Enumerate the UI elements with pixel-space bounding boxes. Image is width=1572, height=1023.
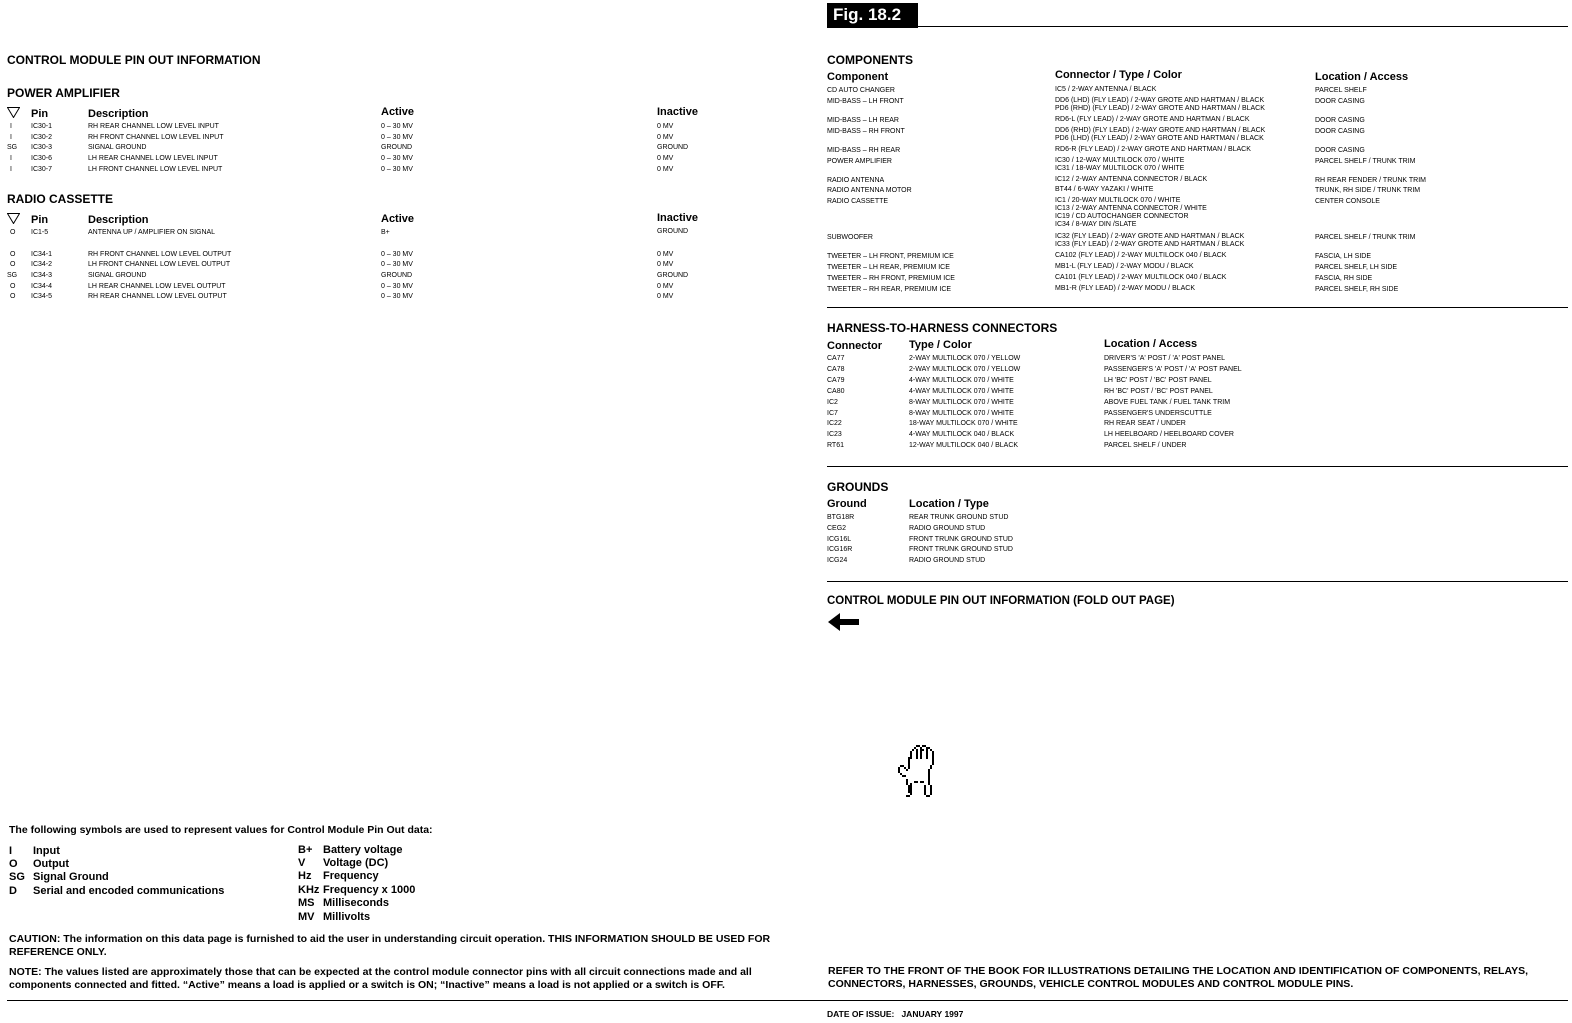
fig-badge [827,3,918,28]
radio-cassette-title: RADIO CASSETTE [7,192,114,206]
col-active: Active [381,213,415,225]
col-location: Location / Type [909,498,989,510]
components-table: CD AUTO CHANGER IC5 / 2-WAY ANTENNA / BLACK PARCEL SHELF MID-BASS – LH FRONT DD6 (LHD) (FLY LEAD) / 2-WAY GROTE AND HARTMAN / BLACK PD6 (RHD) (FLY LEAD) / 2-WAY GROTE AND HARTMAN / BLACK DOOR CASING MID-BASS – LH REAR RD6-L (FLY LEAD) / 2-WAY GROTE AND HARTMAN / BLACK DOOR CASING MID-BASS – RH FRONT DD6 (RHD) (FLY LEAD) / 2-WAY GROTE AND HARTMAN / BLACK PD6 (LHD) (FLY LEAD) / 2-WAY GROTE AND HARTMAN / BLACK DOOR CASING MID-BASS – RH REAR RD6-R (FLY LEAD) / 2-WAY GROTE AND HARTMAN / BLACK DOOR CASING POWER AMPLIFIER IC30 / 12-WAY MULTILOCK 070 / WHITE IC31 / 18-WAY MULTILOCK 070 / WHITE PARCEL SHELF / TRUNK TRIM RADIO ANTENNA IC12 / 2-WAY ANTENNA CONNECTOR / BLACK RH REAR FENDER / TRUNK TRIM RADIO ANTENNA MOTOR BT44 / 6-WAY YAZAKI / WHITE TRUNK, RH SIDE / TRUNK TRIM RADIO CASSETTE IC1 / 20-WAY MULTILOCK 070 / WHITE IC13 / 2-WAY ANTENNA CONNECTOR / WHITE IC19 / CD AUTOCHANGER CONNECTOR IC34 / 8-WAY DIN /SLATE CENTER CONSOLE SUBWOOFER IC32 (FLY LEAD) / 2-WAY GROTE AND HARTMAN / BLACK IC33 (FLY LEAD) / 2-WAY GROTE AND HARTMAN / BLACK PARCEL SHELF / TRUNK TRIM TWEETER – LH FRONT, PREMIUM ICE CA102 (FLY LEAD) / 2-WAY MULTILOCK 040 / BLACK FASCIA, LH SIDE TWEETER – LH REAR, PREMIUM ICE MB1-L (FLY LEAD) / 2-WAY MODU / BLACK PARCEL SHELF, LH SIDE TWEETER – RH FRONT, PREMIUM ICE CA101 (FLY LEAD) / 2-WAY MULTILOCK 040 / BLACK FASCIA, RH SIDE TWEETER – RH REAR, PREMIUM ICE MB1-R (FLY LEAD) / 2-WAY MODU / BLACK PARCEL SHELF, RH SIDE [827,86,1426,293]
section-rule [827,581,1568,582]
harness-title: HARNESS-TO-HARNESS CONNECTORS [827,321,1058,335]
col-inactive: Inactive [657,106,698,118]
power-amplifier-title: POWER AMPLIFIER [7,86,120,100]
col-location: Location / Access [1315,71,1409,83]
radio-cassette-header [0,212,800,226]
col-connector: Connector [827,340,882,352]
col-description: Description [88,108,149,120]
col-inactive: Inactive [657,212,698,224]
legend-row: MV Millivolts [298,910,371,923]
table-row: IC7 8-WAY MULTILOCK 070 / WHITE PASSENGER'S UNDERSCUTTLE [827,409,1212,417]
foldout-title: CONTROL MODULE PIN OUT INFORMATION (FOLD OUT PAGE) [827,595,1175,607]
symbols-intro: The following symbols are used to represent values for Control Module Pin Out data: [9,824,433,836]
col-description: Description [88,214,149,226]
note-text: NOTE: The values listed are approximately those that can be expected at the control module connector pins with all circuit connections made and all components connected and fitted. “Active” means a load is applied or a switch is ON; “Inactive” means a load is not applied or a switch is OFF. [9,966,752,991]
triangle-down-icon [7,107,20,118]
table-row: CA77 2-WAY MULTILOCK 070 / YELLOW DRIVER'S 'A' POST / 'A' POST PANEL [827,355,1226,362]
table-row: RT61 12-WAY MULTILOCK 040 / BLACK PARCEL SHELF / UNDER [827,442,1187,450]
table-row: CA78 2-WAY MULTILOCK 070 / YELLOW PASSENGER'S 'A' POST / 'A' POST PANEL [827,365,1242,373]
table-row: BTG18R REAR TRUNK GROUND STUD [827,514,1009,521]
section-rule [827,466,1568,467]
col-location: Location / Access [1104,338,1198,350]
table-row: IC23 4-WAY MULTILOCK 040 / BLACK LH HEELBOARD / HEELBOARD COVER [827,431,1234,439]
arrow-left-icon[interactable] [828,613,860,631]
legend-row: Hz Frequency [298,870,379,883]
legend-row: D Serial and encoded communications [9,884,225,897]
col-connector: Connector / Type / Color [1055,69,1182,81]
table-row: SG IC34-3 SIGNAL GROUND GROUND GROUND [7,271,689,279]
table-row: I IC30-1 RH REAR CHANNEL LOW LEVEL INPUT 0 – 30 MV 0 MV [10,123,674,130]
table-row: O IC1-5 ANTENNA UP / AMPLIFIER ON SIGNAL B+ GROUND [10,228,689,236]
hand-cursor-icon [896,745,948,799]
table-row: IC22 18-WAY MULTILOCK 070 / WHITE RH REAR SEAT / UNDER [827,420,1186,428]
table-row: O IC34-5 RH REAR CHANNEL LOW LEVEL OUTPUT 0 – 30 MV 0 MV [10,293,674,301]
fig-label: Fig. 18.2 [833,5,902,24]
grounds-title: GROUNDS [827,480,889,494]
legend-row: MS Milliseconds [298,897,390,910]
table-row: ICG16L FRONT TRUNK GROUND STUD [827,535,1013,543]
table-row: CA79 4-WAY MULTILOCK 070 / WHITE LH 'BC' POST / 'BC' POST PANEL [827,376,1212,384]
col-pin: Pin [31,214,49,226]
table-row: O IC34-4 LH REAR CHANNEL LOW LEVEL OUTPUT 0 – 30 MV 0 MV [10,282,674,290]
legend-row: I Input [9,844,60,857]
table-row: O IC34-1 RH FRONT CHANNEL LOW LEVEL OUTPUT 0 – 30 MV 0 MV [10,250,674,258]
table-row: I IC30-7 LH FRONT CHANNEL LOW LEVEL INPUT 0 – 30 MV 0 MV [10,165,674,173]
table-row: ICG24 RADIO GROUND STUD [827,557,986,565]
col-active: Active [381,106,415,118]
left-title: CONTROL MODULE PIN OUT INFORMATION [7,53,261,67]
table-row: I IC30-6 LH REAR CHANNEL LOW LEVEL INPUT 0 – 30 MV 0 MV [10,155,674,163]
table-row: CEG2 RADIO GROUND STUD [827,524,986,532]
triangle-down-icon [7,213,20,224]
refer-text: REFER TO THE FRONT OF THE BOOK FOR ILLUSTRATIONS DETAILING THE LOCATION AND IDENTIFICATION OF COMPONENTS, RELAYS, CONNECTORS, HARNESSES, GROUNDS, VEHICLE CONTROL MODULES AND CONTROL MODULE PINS. [828,965,1528,990]
components-title: COMPONENTS [827,53,914,67]
table-row: CA80 4-WAY MULTILOCK 070 / WHITE RH 'BC' POST / 'BC' POST PANEL [827,387,1213,395]
table-row: I IC30-2 RH FRONT CHANNEL LOW LEVEL INPUT 0 – 30 MV 0 MV [10,133,674,141]
col-ground: Ground [827,498,867,510]
symbols-legend-right [298,843,415,923]
power-amplifier-header [0,106,800,120]
date-of-issue: DATE OF ISSUE: JANUARY 1997 [827,1009,964,1019]
table-row: SG IC30-3 SIGNAL GROUND GROUND GROUND [7,144,689,152]
table-row: O IC34-2 LH FRONT CHANNEL LOW LEVEL OUTPUT 0 – 30 MV 0 MV [10,261,674,269]
table-row: ICG16R FRONT TRUNK GROUND STUD [827,546,1013,554]
col-pin: Pin [31,108,49,120]
caution-text: CAUTION: The information on this data page is furnished to aid the user in understanding circuit operation. THIS INFORMATION SHOULD BE USED FOR REFERENCE ONLY. [9,933,771,958]
table-row: IC2 8-WAY MULTILOCK 070 / WHITE ABOVE FUEL TANK / FUEL TANK TRIM [827,398,1231,406]
legend-row: KHz Frequency x 1000 [298,883,416,896]
legend-row: O Output [9,858,70,871]
col-component: Component [827,71,889,83]
legend-row: B+ Battery voltage [298,843,403,856]
col-type: Type / Color [909,339,972,351]
legend-row: SG Signal Ground [9,871,109,884]
legend-row: V Voltage (DC) [298,857,389,870]
section-rule [827,307,1568,308]
bottom-rule [7,1000,1568,1001]
header-rule [918,26,1568,27]
symbols-legend-left [9,844,224,898]
